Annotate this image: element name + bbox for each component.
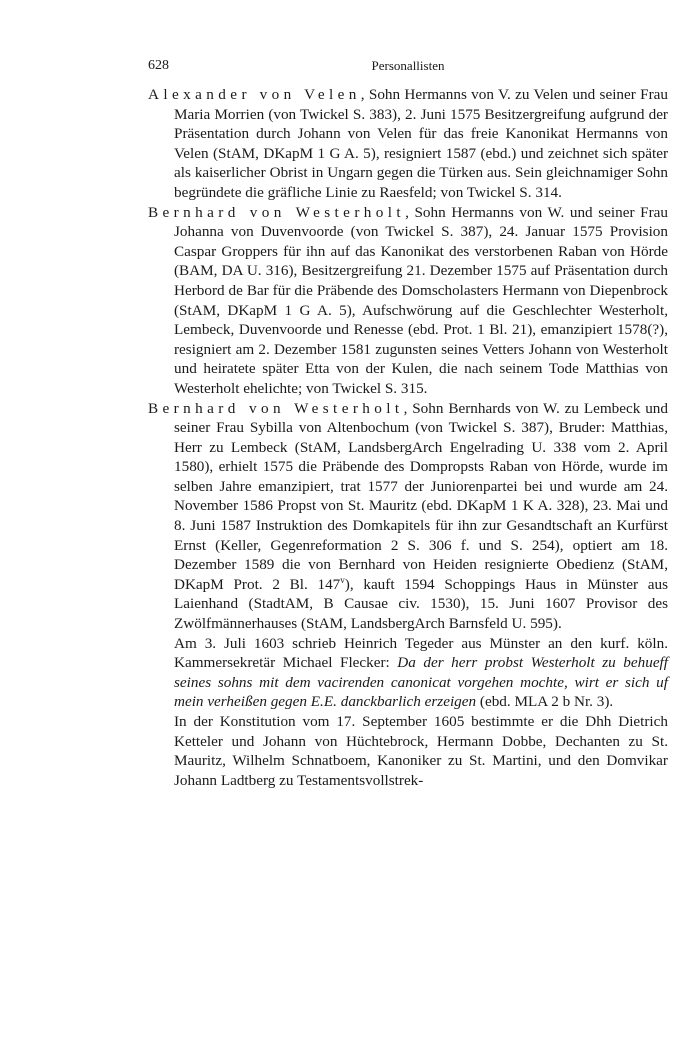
entry-text: , Sohn Hermanns von W. und seiner Frau Johanna von Duvenvoorde (von Twickel S. 387), 24. Januar 1575 Provision Caspar Groppers für ihn auf das Kanonikat des verstorbenen Raban von Hörde (BAM, DA U. 316), Besitzergreifung 21. Dezember 1575 auf Präsentation durch Herbord de Bar für die Präbende des Domscholasters Hermann von Diepenbrock (StAM, DKapM 1 G A. 5), Aufschwörung auf die Geschlechter Westerholt, Lembeck, Duvenvoorde und Renesse (ebd. Prot. 1 Bl. 21), emanzipiert 1578(?), resigniert am 2. Dezember 1581 zugunsten seines Vetters Johann von Westerholt und heiratete später Etta von der Kulen, die nach seinem Tode Matthias von Westerholt ehelichte; von Twickel S. 315. xyxy=(174,203,668,397)
entry-alexander-von-velen xyxy=(148,85,668,203)
entry-paragraph-konstitution: In der Konstitution vom 17. September 1605 bestimmte er die Dhh Dietrich Ketteler und Johann von Hüchtebrock, Hermann Dobbe, Dechanten zu St. Mauritz, Wilhelm Schnatboem, Kanoniker zu St. Martini, und den Domvikar Johann Ladtberg zu Testamentsvollstrek- xyxy=(174,713,668,789)
document-page xyxy=(148,58,668,790)
entry-name: Bernhard von Westerholt xyxy=(148,203,406,221)
entry-bernhard-von-westerholt-2 xyxy=(148,399,668,634)
page-header xyxy=(148,58,668,80)
entry-text-continued: ), kauft 1594 Schoppings Haus in Münster aus Laienhand (StadtAM, B Causae civ. 1530), 15. Juni 1607 Provisor des Zwölfmännerhauses (StAM, LandsbergArch Barnsfeld U. 595). xyxy=(174,575,668,633)
entry-bernhard-von-westerholt-1 xyxy=(148,203,668,399)
entries-list xyxy=(148,85,668,790)
entry-name: Alexander von Velen xyxy=(148,86,361,103)
page-number: 628 xyxy=(148,58,169,73)
quoted-letter: Da der herr probst Westerholt zu behueff seines sohns mit dem vacirenden canonicat vorgehen mochte, wirt er sich uf mein verheißen gegen E.E. danckbarlich erzeigen xyxy=(174,654,668,711)
entry-text: , Sohn Bernhards von W. zu Lembeck und seiner Frau Sybilla von Altenbochum (von Twickel S. 387), Bruder: Matthias, Herr zu Lembeck (StAM, LandsbergArch Engelrading U. 338 vom 2. April 1580), erhielt 1575 die Präbende des Dompropsts Raban von Hörde, wurde im selben Jahre emanzipiert, trat 1577 der Juniorenpartei bei und wurde am 24. November 1586 Propst von St. Mauritz (ebd. DKapM 1 K A. 328), 23. Mai und 8. Juni 1587 Instruktion des Domkapitels für ihn zur Gesandtschaft an Kurfürst Ernst (Keller, Gegenreformation 2 S. 306 f. und S. 254), optiert am 18. Dezember 1589 die von Bernhard von Heiden resignierte Obedienz (StAM, DKapM Prot. 2 Bl. 147 xyxy=(174,399,668,593)
folio-verso-marker: v xyxy=(340,574,345,585)
entry-text: , Sohn Hermanns von V. zu Velen und seiner Frau Maria Morrien (von Twickel S. 383), 2. Juni 1575 Besitzergreifung aufgrund der Präsentation durch Johann von Velen für das freie Kanonikat Hermanns von Velen (StAM, DKapM 1 G A. 5), resigniert 1587 (ebd.) und zeichnet sich später als kaiserlicher Obrist in Ungarn gegen die Türken aus. Sein gleichnamiger Sohn begründete die gräfliche Linie zu Raesfeld; von Twickel S. 314. xyxy=(174,86,668,201)
entry-paragraph-letter: Am 3. Juli 1603 schrieb Heinrich Tegeder aus Münster an den kurf. köln. Kammersekretär Michael Flecker: Da der herr probst Westerholt zu behueff seines sohns mit dem vacirenden canonicat vorgehen mochte, wirt er sich uf mein verheißen gegen E.E. danckbarlich erzeigen (ebd. MLA 2 b Nr. 3). xyxy=(174,634,668,711)
entry-name: Bernhard von Westerholt xyxy=(148,399,404,417)
running-title: Personallisten xyxy=(371,58,445,73)
